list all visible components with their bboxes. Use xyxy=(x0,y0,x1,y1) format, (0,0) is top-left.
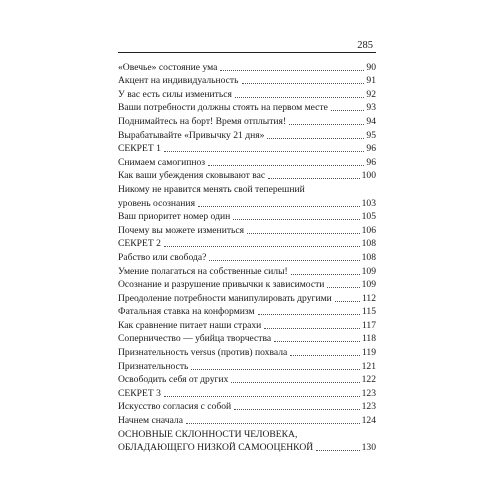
toc-entry-title: Преодоление потребности манипулировать другими xyxy=(118,292,332,304)
dot-leader xyxy=(234,409,359,410)
dot-leader xyxy=(268,178,359,179)
dot-leader xyxy=(274,341,360,342)
dot-leader xyxy=(335,301,360,302)
toc-entry-page-number: 106 xyxy=(361,224,376,236)
dot-leader xyxy=(164,246,360,247)
dot-leader xyxy=(235,97,365,98)
toc-entry-page-number: 109 xyxy=(361,265,376,277)
toc-entry-page-number: 100 xyxy=(361,170,376,182)
toc-entry[interactable] xyxy=(118,142,376,156)
header-rule xyxy=(118,52,376,53)
dot-leader xyxy=(231,382,359,383)
toc-entry[interactable] xyxy=(118,196,376,210)
toc-entry-title: Поднимайтесь на борт! Время отплытия! xyxy=(118,115,287,127)
toc-entry-title: уровень осознания xyxy=(118,197,195,209)
toc-entry[interactable] xyxy=(118,278,376,292)
toc-entry-title: Признательность versus (против) похвала xyxy=(118,347,288,359)
toc-entry[interactable] xyxy=(118,345,376,359)
toc-entry[interactable] xyxy=(118,400,376,414)
toc-entry-title: Вырабатывайте «Привычку 21 дня» xyxy=(118,129,265,141)
dot-leader xyxy=(258,314,360,315)
toc-entry-page-number: 92 xyxy=(366,88,376,100)
toc-entry[interactable] xyxy=(118,359,376,373)
toc-entry-first-line xyxy=(118,182,376,196)
toc-entry-page-number: 123 xyxy=(361,387,376,399)
toc-entry[interactable] xyxy=(118,87,376,101)
dot-leader xyxy=(209,260,359,261)
toc-entry-title: Акцент на индивидуальность xyxy=(118,75,239,87)
toc-entry-title: Рабство или свобода? xyxy=(118,251,207,263)
dot-leader xyxy=(164,151,364,152)
toc-entry-page-number: 124 xyxy=(361,415,376,427)
dot-leader xyxy=(316,450,359,451)
toc-entry-title: СЕКРЕТ 3 xyxy=(118,387,161,399)
toc-entry-title: Признательность xyxy=(118,360,189,372)
toc-entry[interactable] xyxy=(118,223,376,237)
toc-entry-page-number: 115 xyxy=(361,306,376,318)
toc-entry-page-number: 109 xyxy=(361,279,376,291)
toc-entry[interactable] xyxy=(118,386,376,400)
page-number: 285 xyxy=(357,40,373,51)
toc-entry[interactable] xyxy=(118,237,376,251)
toc-entry-title: Соперничество — убийца творчества xyxy=(118,333,272,345)
toc-entry-title: Ваши потребности должны стоять на первом месте xyxy=(118,102,328,114)
toc-entry-title: У вас есть силы измениться xyxy=(118,88,232,100)
toc-entry[interactable] xyxy=(118,441,376,455)
dot-leader xyxy=(191,369,359,370)
dot-leader xyxy=(290,355,360,356)
toc-entry-title: Начнем сначала xyxy=(118,415,183,427)
toc-entry[interactable] xyxy=(118,101,376,115)
dot-leader xyxy=(198,206,360,207)
toc-entry-first-line xyxy=(118,427,376,441)
toc-entry[interactable] xyxy=(118,155,376,169)
toc-entry-title: Ваш приоритет номер один xyxy=(118,211,231,223)
toc-entry[interactable] xyxy=(118,210,376,224)
toc-entry-title: Почему вы можете измениться xyxy=(118,224,245,236)
toc-entry-page-number: 95 xyxy=(366,129,376,141)
toc-entry[interactable] xyxy=(118,305,376,319)
toc-entry-page-number: 103 xyxy=(361,197,376,209)
toc-entry-title: СЕКРЕТ 2 xyxy=(118,238,161,250)
toc-entry-page-number: 90 xyxy=(366,61,376,73)
dot-leader xyxy=(267,138,364,139)
toc-entry[interactable] xyxy=(118,413,376,427)
toc-entry-title: «Овечье» состояние ума xyxy=(118,61,218,73)
toc-entry-page-number: 96 xyxy=(366,156,376,168)
toc-entry[interactable] xyxy=(118,332,376,346)
toc-entry-page-number: 94 xyxy=(366,115,376,127)
dot-leader xyxy=(291,274,360,275)
toc-entry-page-number: 118 xyxy=(361,333,376,345)
toc-entry[interactable] xyxy=(118,318,376,332)
toc-entry-title: Как сравнение питает наши страхи xyxy=(118,319,262,331)
dot-leader xyxy=(289,124,364,125)
toc-entry-page-number: 112 xyxy=(361,292,376,304)
toc-entry-page-number: 91 xyxy=(366,75,376,87)
dot-leader xyxy=(327,287,359,288)
toc-entry[interactable] xyxy=(118,373,376,387)
toc-entry[interactable] xyxy=(118,169,376,183)
toc-entry-page-number: 108 xyxy=(361,238,376,250)
toc-entry-page-number: 119 xyxy=(361,347,376,359)
toc-entry-page-number: 123 xyxy=(361,401,376,413)
toc-entry[interactable] xyxy=(118,128,376,142)
toc-entry-page-number: 122 xyxy=(361,374,376,386)
toc-entry-title: Осознание и разрушение привычки к зависимости xyxy=(118,279,325,291)
toc-entry-page-number: 105 xyxy=(361,211,376,223)
dot-leader xyxy=(186,423,360,424)
toc-entry-title: Освободить себя от других xyxy=(118,374,229,386)
toc-entry[interactable] xyxy=(118,74,376,88)
table-of-contents xyxy=(118,60,376,454)
toc-entry-title-line1: Никому не нравится менять свой теперешний xyxy=(118,183,305,195)
toc-entry-title: Как ваши убеждения сковывают вас xyxy=(118,170,266,182)
toc-entry-title: Умение полагаться на собственные силы! xyxy=(118,265,288,277)
dot-leader xyxy=(242,83,365,84)
toc-entry-title: СЕКРЕТ 1 xyxy=(118,143,161,155)
dot-leader xyxy=(331,110,365,111)
toc-entry-title: Искусство согласия с собой xyxy=(118,401,232,413)
toc-entry-page-number: 130 xyxy=(361,442,376,454)
dot-leader xyxy=(220,70,364,71)
dot-leader xyxy=(164,396,360,397)
toc-entry-title: Фатальная ставка на конформизм xyxy=(118,306,255,318)
dot-leader xyxy=(233,219,359,220)
toc-entry-page-number: 108 xyxy=(361,251,376,263)
toc-entry[interactable] xyxy=(118,250,376,264)
dot-leader xyxy=(247,233,360,234)
toc-entry-page-number: 121 xyxy=(361,360,376,372)
toc-entry[interactable] xyxy=(118,291,376,305)
toc-entry-page-number: 96 xyxy=(366,143,376,155)
toc-entry-page-number: 117 xyxy=(361,319,376,331)
toc-entry[interactable] xyxy=(118,60,376,74)
toc-entry-title: Снимаем самогипноз xyxy=(118,156,206,168)
toc-entry[interactable] xyxy=(118,264,376,278)
dot-leader xyxy=(208,165,364,166)
dot-leader xyxy=(264,328,360,329)
toc-entry[interactable] xyxy=(118,114,376,128)
toc-entry-page-number: 93 xyxy=(366,102,376,114)
toc-entry-title: ОБЛАДАЮЩЕГО НИЗКОЙ САМООЦЕНКОЙ xyxy=(118,442,314,454)
toc-entry-title-line1: ОСНОВНЫЕ СКЛОННОСТИ ЧЕЛОВЕКА, xyxy=(118,428,298,440)
